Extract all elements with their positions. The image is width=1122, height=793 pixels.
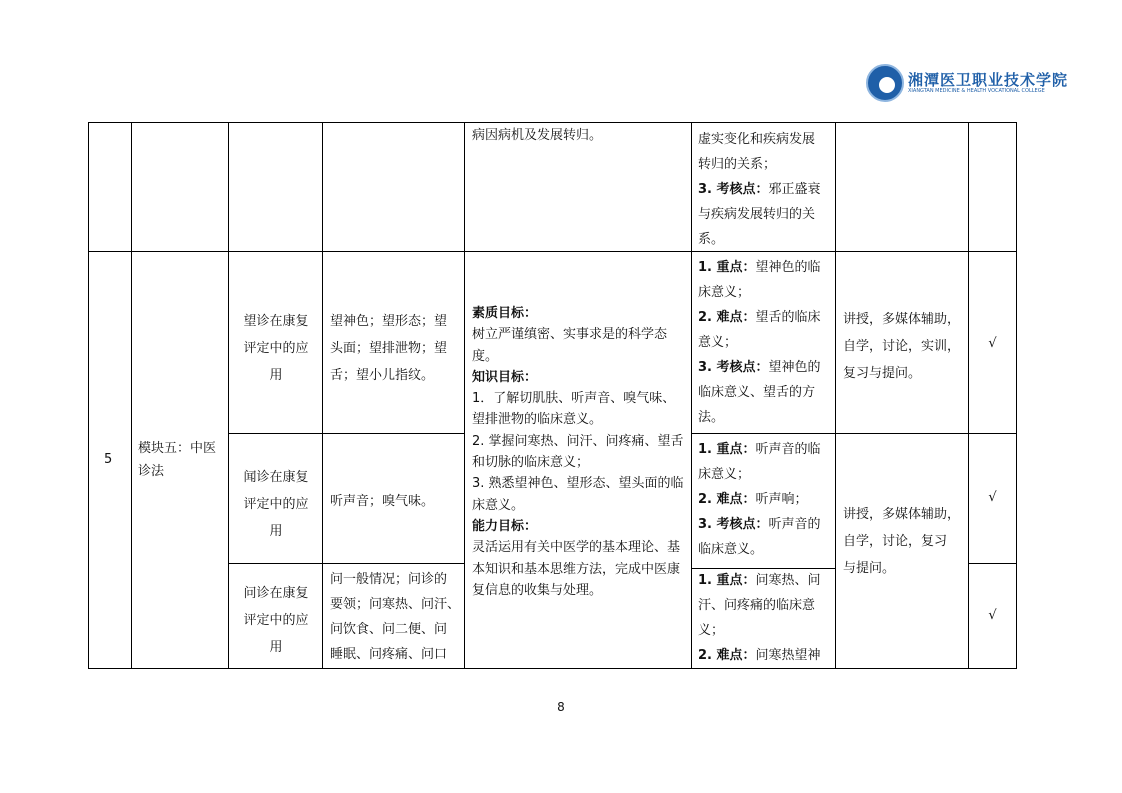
unit-title: 问诊在康复 评定中的应 用 [243,586,309,655]
column-divider [835,122,836,669]
continuation-goal-cell [472,124,684,147]
continuation-exam-point: 3. 考核点：邪正盛衰 [698,182,821,197]
column-divider [691,122,692,669]
unit-key-points: 1. 重点：听声音的临 床意义； 2. 难点：听声响； 3. 考核点：听声音的 临床意义。 [698,437,832,562]
continuation-exam-line: 系。 [698,232,725,247]
module-name: 模块五：中医 诊法 [138,441,217,479]
module-number: 5 [104,452,113,467]
column-divider [1016,122,1017,669]
knowledge-goal-item: 3. 熟悉望神色、望形态、望头面的临床意义。 [472,476,684,513]
logo-chinese-name: 湘潭医卫职业技术学院 [908,71,1069,89]
exam-point: 3. 考核点：望神色的 [698,360,821,375]
difficult-point: 2. 难点：问寒热望神 [698,648,821,663]
continuation-exam-line: 与疾病发展转归的关 [698,207,816,222]
continuation-key-line: 转归的关系； [698,157,777,172]
college-seal-icon [866,64,904,102]
row-divider [228,433,464,434]
unit-key-points: 1. 重点：望神色的临 床意义； 2. 难点：望舌的临床 意义； 3. 考核点：望神色的 临床意义、望舌的方 法。 [698,255,832,430]
column-divider [464,122,465,669]
quality-goal-heading: 素质目标： [472,306,538,321]
knowledge-goal-item: 2. 掌握问寒热、问汗、问疼痛、望舌和切脉的临床意义； [472,433,684,471]
unit-content: 望神色；望形态；望 头面；望排泄物；望 舌；望小儿指纹。 [330,314,448,383]
unit-content: 问一般情况；问诊的 要领；问寒热、问汗、 问饮食、问二便、问 睡眠、问疼痛、问口 [330,572,461,662]
difficult-point: 2. 难点：望舌的临床 [698,310,821,325]
knowledge-goal-item: 1．了解切肌肤、听声音、嗅气味、望排泄物的临床意义。 [472,391,676,428]
column-divider [88,122,89,669]
unit-teaching-method: 讲授，多媒体辅助， 自学，讨论，实训， 复习与提问。 [843,312,961,381]
knowledge-goal-heading: 知识目标： [472,369,538,385]
unit-content: 听声音；嗅气味。 [330,494,435,509]
quality-goal-text: 树立严谨缜密、实事求是的科学态度。 [472,327,668,364]
ability-goal-heading: 能力目标： [472,518,538,534]
check-mark: √ [988,490,997,505]
column-divider [322,122,323,669]
continuation-key-line: 虚实变化和疾病发展 [698,132,816,147]
key-point: 1. 重点：望神色的临 [698,260,821,275]
row-divider [968,563,1016,564]
exam-point: 3. 考核点：听声音的 [698,517,821,532]
check-mark: √ [988,608,997,623]
unit-key-points: 1. 重点：问寒热、问 汗、问疼痛的临床意 义； 2. 难点：问寒热望神 [698,568,832,668]
logo-english-name: XIANGTAN MEDICINE & HEALTH VOCATIONAL COLLEGE [908,88,1045,94]
unit-teaching-method: 讲授，多媒体辅助， 自学，讨论，复习 与提问。 [843,507,961,576]
difficult-point: 2. 难点：听声响； [698,492,808,507]
ability-goal-text: 灵活运用有关中医学的基本理论、基本知识和基本思维方法，完成中医康复信息的收集与处理。 [472,540,681,598]
unit-title: 望诊在康复 评定中的应 用 [243,314,309,383]
teaching-goals [472,303,686,601]
college-logo [866,64,1069,106]
key-point: 1. 重点：听声音的临 [698,442,821,457]
key-point: 1. 重点：问寒热、问 [698,573,821,588]
continuation-goal-text: 病因病机及发展转归。 [472,128,603,143]
page-number: 8 [557,700,565,714]
check-mark: √ [988,336,997,351]
column-divider [131,122,132,669]
continuation-points-cell [698,127,832,252]
column-divider [228,122,229,669]
row-divider [228,563,464,564]
unit-title: 闻诊在康复 评定中的应 用 [243,470,309,539]
column-divider [968,122,969,669]
